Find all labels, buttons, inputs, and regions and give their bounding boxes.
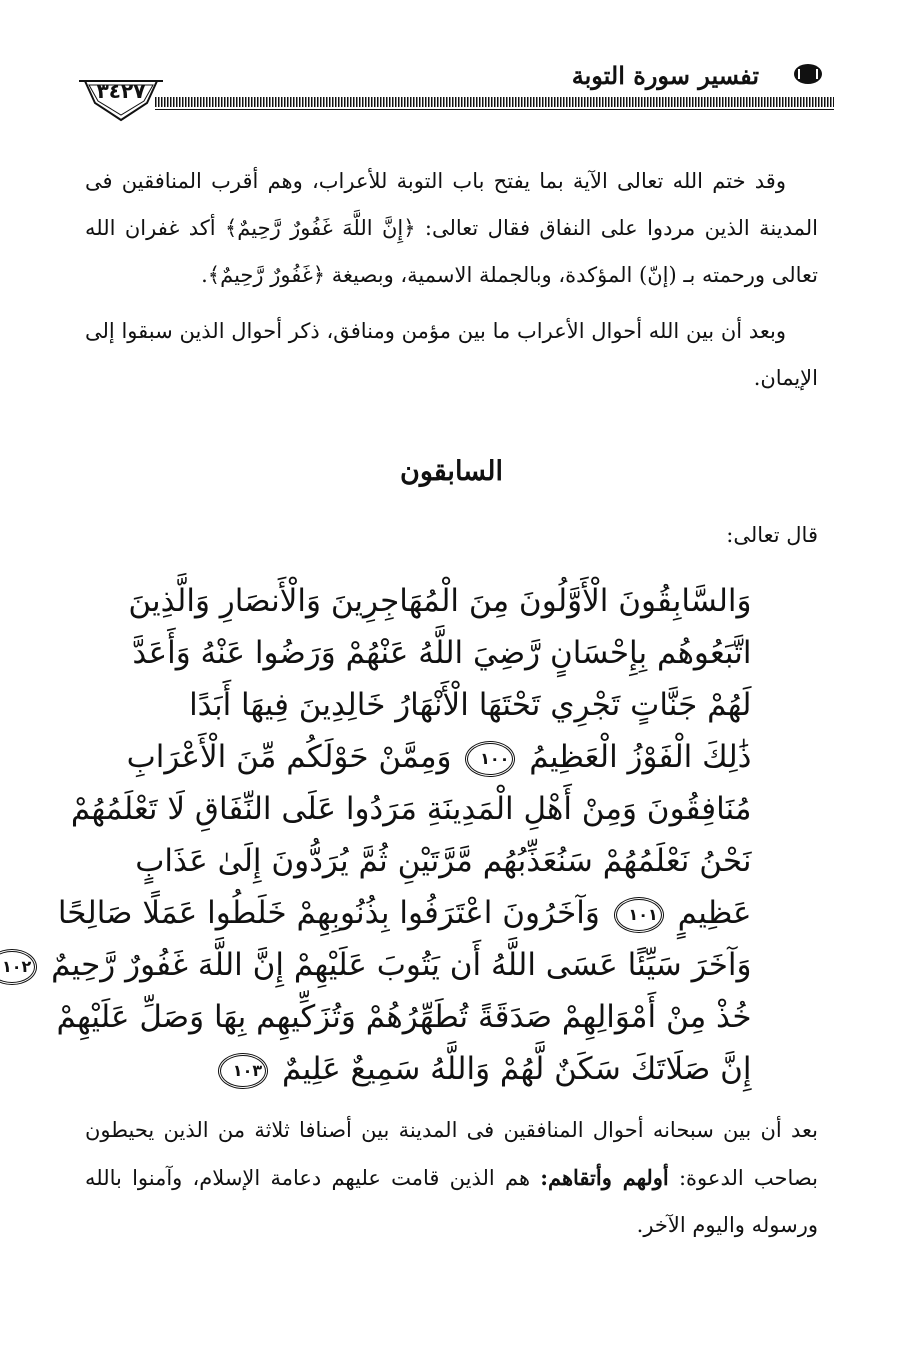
page-number-frame (78, 73, 166, 113)
verse-line-7 (58, 887, 753, 939)
after-verse-paragraph (86, 1107, 819, 1249)
verse-line-5: مُنَافِقُونَ وَمِنْ أَهْلِ الْمَدِينَةِ مَرَدُوا عَلَى النِّفَاقِ لَا تَعْلَمُهُمْ (71, 791, 753, 827)
header-ornament-icon (795, 64, 823, 84)
page-number: ٣٤٢٧ (97, 79, 147, 103)
verse-line-10 (153, 1043, 753, 1095)
after-verse-text (86, 1107, 819, 1249)
running-head: تفسير سورة التوبة (572, 61, 760, 90)
verse-line-4 (127, 731, 753, 783)
page-header (70, 55, 835, 130)
verse-line-7-part-2: وَآخَرُونَ اعْتَرَفُوا بِذُنُوبِهِمْ خَلَطُوا عَمَلًا صَالِحًا (58, 895, 601, 931)
intro-paragraph-1: وقد ختم الله تعالى الآية بما يفتح باب التوبة للأعراب، وهم أقرب المنافقين فى المدينة الذين مردوا على النفاق فقال تعالى: ﴿إِنَّ اللَّهَ غَفُورٌ رَّحِيمٌ﴾ أكد غفران الله تعالى ورحمته بـ (إنّ) المؤكدة، وبالجملة الاسمية، وبصيغة ﴿غَفُورٌ رَّحِيمٌ﴾. (86, 169, 819, 287)
verse-line-8 (2, 939, 753, 991)
verse-line-10-text: إِنَّ صَلَاتَكَ سَكَنٌ لَّهُمْ وَاللَّهُ سَمِيعٌ عَلِيمٌ (282, 1051, 753, 1087)
after-verse-bold: أولهم وأتقاهم: (541, 1165, 670, 1190)
quran-verse (2, 575, 753, 1095)
verse-line-1: وَالسَّابِقُونَ الْأَوَّلُونَ مِنَ الْمُهَاجِرِينَ وَالْأَنصَارِ وَالَّذِينَ (129, 583, 753, 619)
ayah-number-100: ١٠٠ (466, 741, 516, 777)
page-content (2, 158, 819, 1249)
header-rule (156, 97, 835, 107)
verse-line-9: خُذْ مِنْ أَمْوَالِهِمْ صَدَقَةً تُطَهِّرُهُمْ وَتُزَكِّيهِم بِهَا وَصَلِّ عَلَيْهِمْ (57, 999, 753, 1035)
intro-paragraph-2: وبعد أن بين الله أحوال الأعراب ما بين مؤمن ومنافق، ذكر أحوال الذين سبقوا إلى الإيمان. (86, 319, 819, 390)
quote-intro: قال تعالى: (727, 523, 819, 547)
ayah-number-102: ١٠٢ (0, 949, 38, 985)
verse-line-3: لَهُمْ جَنَّاتٍ تَجْرِي تَحْتَهَا الْأَنْهَارُ خَالِدِينَ فِيهَا أَبَدًا (190, 687, 753, 723)
verse-line-6: نَحْنُ نَعْلَمُهُمْ سَنُعَذِّبُهُم مَّرَّتَيْنِ ثُمَّ يُرَدُّونَ إِلَىٰ عَذَابٍ (136, 843, 753, 879)
ayah-number-101: ١٠١ (615, 897, 665, 933)
after-verse-paragraph-end: هم الذين قامت عليهم دعامة الإسلام، وآمنوا بالله ورسوله واليوم الآخر. (86, 1166, 819, 1237)
ayah-number-103: ١٠٣ (219, 1053, 269, 1089)
verse-line-4-part-1: ذَٰلِكَ الْفَوْزُ الْعَظِيمُ (530, 739, 753, 775)
verse-line-2: اتَّبَعُوهُم بِإِحْسَانٍ رَّضِيَ اللَّهُ عَنْهُمْ وَرَضُوا عَنْهُ وَأَعَدَّ (133, 635, 753, 671)
verse-line-4-part-2: وَمِمَّنْ حَوْلَكُم مِّنَ الْأَعْرَابِ (127, 739, 453, 775)
verse-line-7-part-1: عَظِيمٍ (678, 895, 753, 931)
after-verse-paragraph-start: بعد أن بين سبحانه أحوال المنافقين فى المدينة بين أصنافا ثلاثة من الذين يحيطون بصاحب الدعوة: (86, 1118, 819, 1190)
section-title: السابقون (401, 456, 504, 487)
verse-line-8-text: وَآخَرَ سَيِّئًا عَسَى اللَّهُ أَن يَتُوبَ عَلَيْهِمْ إِنَّ اللَّهَ غَفُورٌ رَّحِيمٌ (52, 947, 753, 983)
header-rule-line (156, 109, 835, 110)
